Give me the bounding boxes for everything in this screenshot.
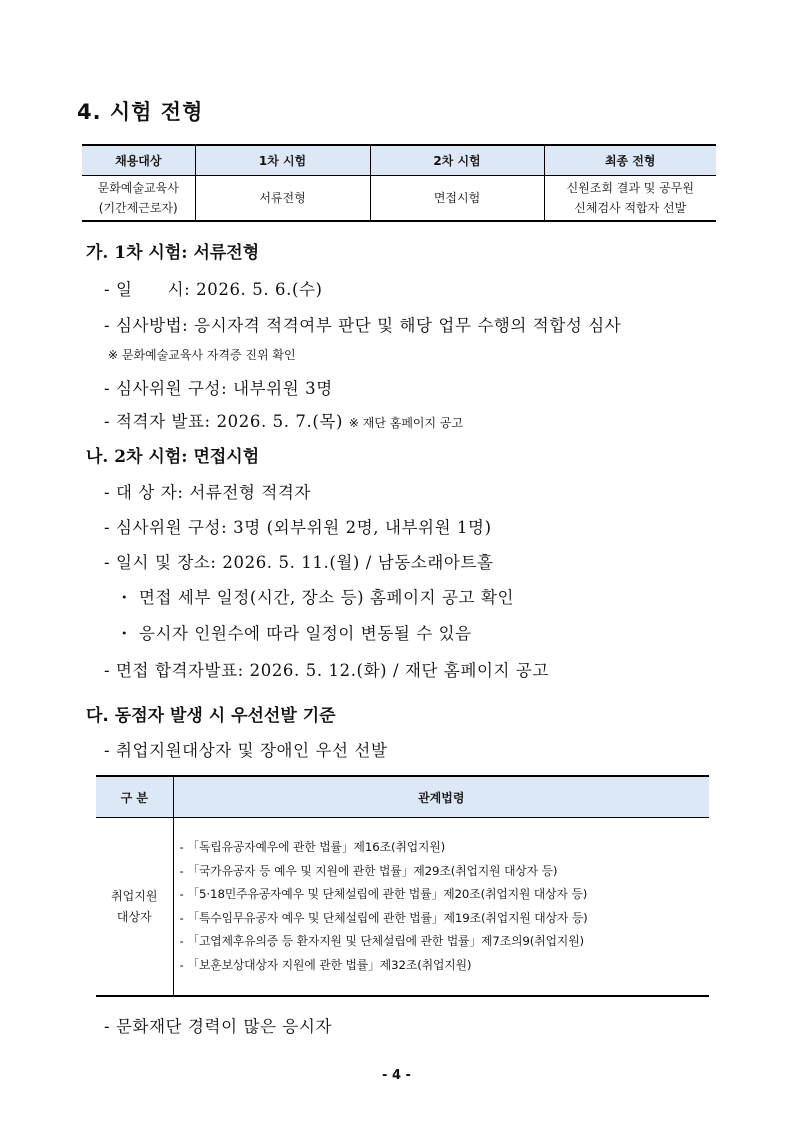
- tie-break-table: [96, 775, 709, 997]
- table-header-row: [96, 776, 709, 818]
- header-category: 구 분: [96, 776, 173, 818]
- header-final: 최종 전형: [544, 145, 716, 176]
- cell-second-exam: 면접시험: [370, 176, 544, 222]
- law-item: - 「특수임무유공자 예우 및 단체설립에 관한 법률」제19조(취업지원 대상자 등): [179, 910, 588, 925]
- first-exam-method: - 심사방법: 응시자격 적격여부 판단 및 해당 업무 수행의 적합성 심사: [104, 316, 622, 335]
- second-exam-result: - 면접 합격자발표: 2026. 5. 12.(화) / 재단 홈페이지 공고: [104, 661, 550, 680]
- law-item: - 「독립유공자예우에 관한 법률」제16조(취업지원): [179, 840, 446, 854]
- second-exam-title: 나. 2차 시험: 면접시험: [86, 447, 260, 467]
- tie-break-item-2: - 문화재단 경력이 많은 응시자: [104, 1017, 333, 1036]
- first-exam-method-note: ※ 문화예술교육사 자격증 진위 확인: [108, 348, 296, 362]
- header-target: 채용대상: [82, 145, 195, 176]
- cell-final: 신원조회 결과 및 공무원 신체검사 적합자 선발: [566, 181, 694, 215]
- second-exam-committee: - 심사위원 구성: 3명 (외부위원 2명, 내부위원 1명): [104, 518, 492, 537]
- second-exam-target: - 대 상 자: 서류전형 적격자: [104, 483, 311, 502]
- page-number: - 4 -: [382, 1068, 411, 1083]
- cell-category: 취업지원 대상자: [96, 818, 173, 997]
- cell-laws: [173, 818, 709, 997]
- cell-first-exam: 서류전형: [195, 176, 370, 222]
- header-second-exam: 2차 시험: [370, 145, 544, 176]
- first-exam-announce-line: [104, 408, 463, 432]
- tie-break-title: 다. 동점자 발생 시 우선선발 기준: [86, 706, 336, 726]
- header-first-exam: 1차 시험: [195, 145, 370, 176]
- law-item: - 「국가유공자 등 예우 및 지원에 관한 법률」제29조(취업지원 대상자 등): [179, 863, 558, 878]
- second-exam-bullet-1: ・ 면접 세부 일정(시간, 장소 등) 홈페이지 공고 확인: [116, 588, 515, 607]
- exam-overview-table: [82, 144, 716, 222]
- first-exam-announce-note: ※ 재단 홈페이지 공고: [348, 416, 464, 430]
- tie-break-item-1: - 취업지원대상자 및 장애인 우선 선발: [104, 741, 388, 760]
- law-item: - 「보훈보상대상자 지원에 관한 법률」제32조(취업지원): [179, 957, 472, 972]
- law-item: - 「고엽제후유의증 등 환자지원 및 단체설립에 관한 법률」제7조의9(취업지원): [179, 934, 584, 948]
- first-exam-announce: - 적격자 발표: 2026. 5. 7.(목): [104, 412, 343, 431]
- table-header-row: [82, 145, 716, 176]
- cell-target: 문화예술교육사 (기간제근로자): [82, 176, 195, 222]
- second-exam-datetime: - 일시 및 장소: 2026. 5. 11.(월) / 남동소래아트홀: [104, 553, 494, 572]
- table-row: [82, 176, 716, 222]
- first-exam-date: - 일 시: 2026. 5. 6.(수): [104, 280, 323, 299]
- law-item: - 「5·18민주유공자예우 및 단체설립에 관한 법률」제20조(취업지원 대상자 등): [179, 887, 588, 901]
- first-exam-title: 가. 1차 시험: 서류전형: [86, 243, 260, 263]
- header-laws: 관계법령: [173, 776, 709, 818]
- first-exam-committee: - 심사위원 구성: 내부위원 3명: [104, 379, 333, 398]
- second-exam-bullet-2: ・ 응시자 인원수에 따라 일정이 변동될 수 있음: [116, 624, 472, 643]
- section-title: 4. 시험 전형: [77, 100, 204, 124]
- table-row: [96, 818, 709, 997]
